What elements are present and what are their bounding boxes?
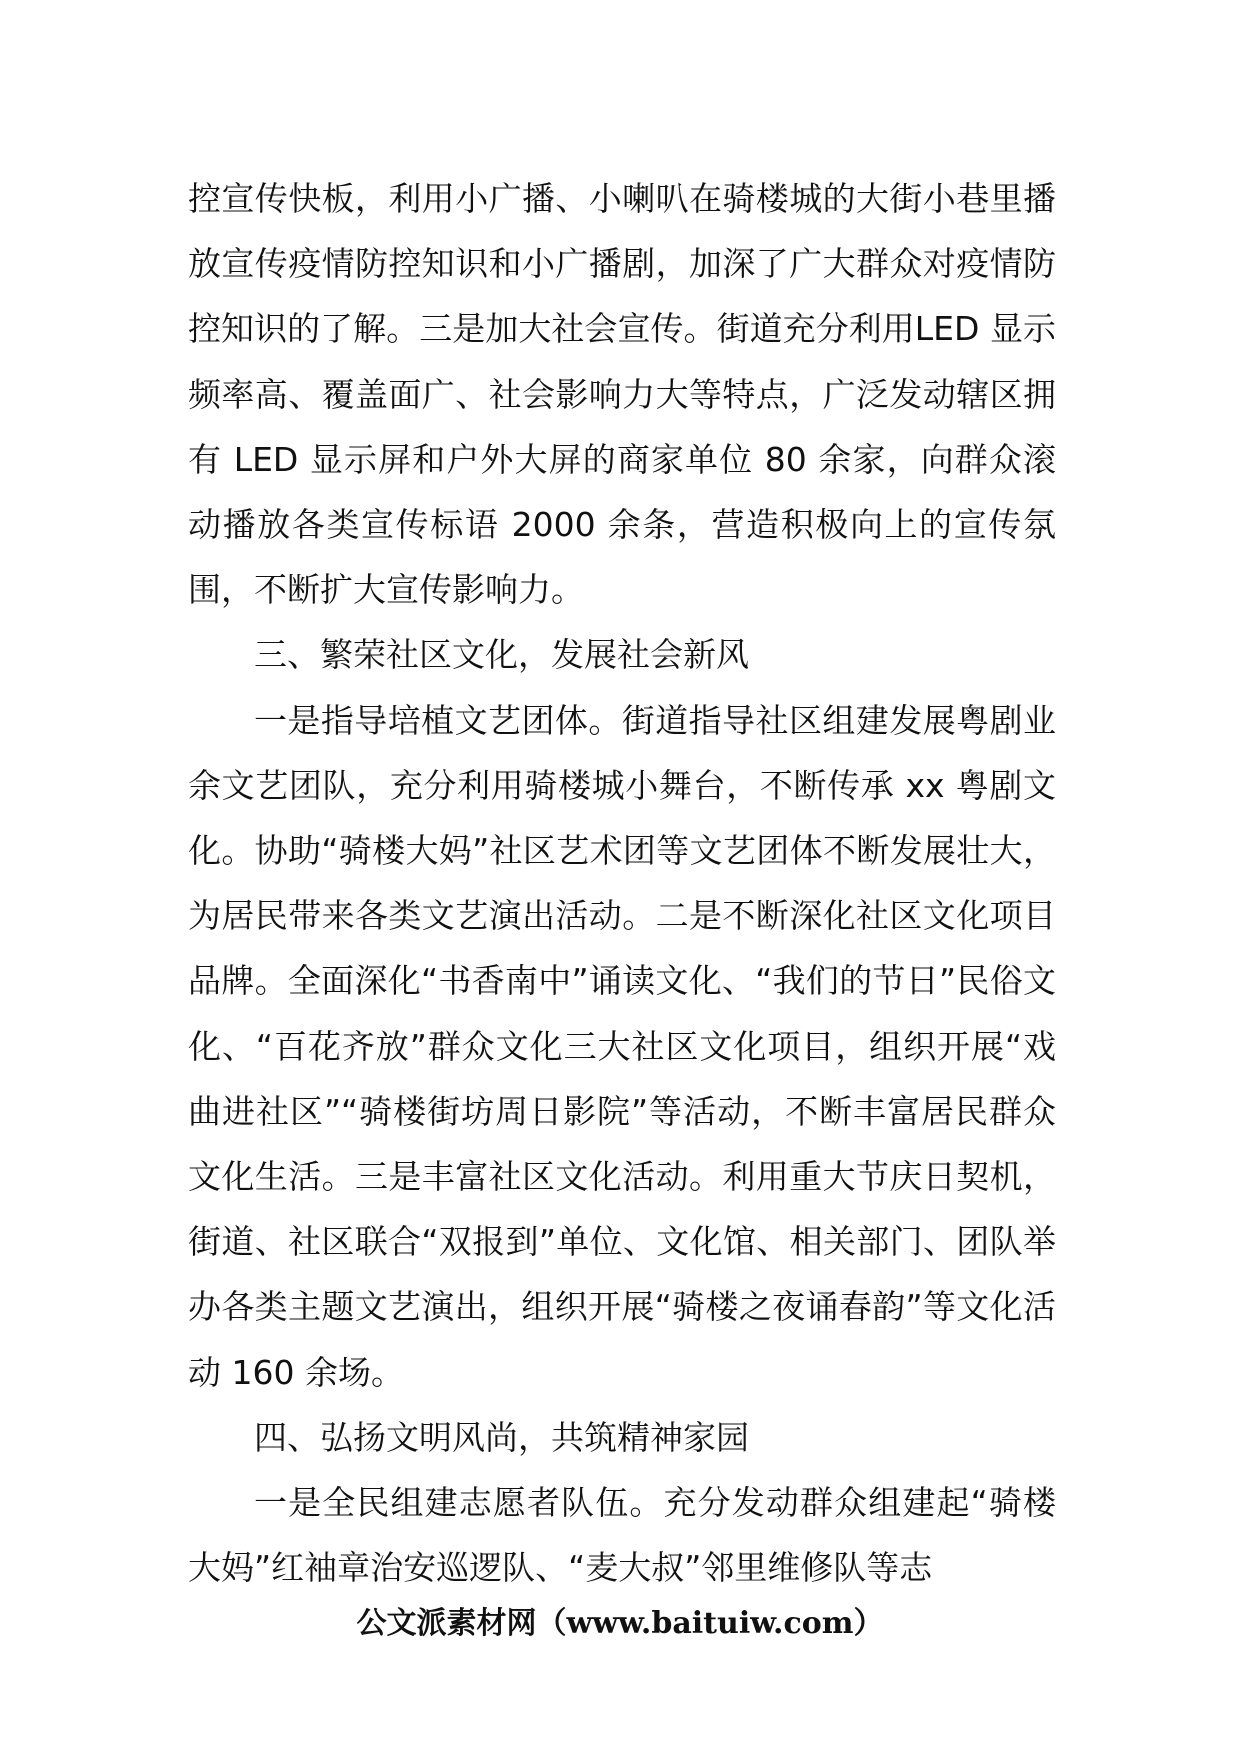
paragraph-volunteers: 一是全民组建志愿者队伍。充分发动群众组建起“骑楼大妈”红袖章治安巡逻队、“麦大叔”邻里维修队等志	[188, 1483, 1056, 1588]
footer-watermark: 公文派素材网（www.baituiw.com）	[356, 1606, 884, 1641]
paragraph-continuation: 控宣传快板，利用小广播、小喇叭在骑楼城的大街小巷里播放宣传疫情防控知识和小广播剧，加深了广大群众对疫情防控知识的了解。三是加大社会宣传。街道充分利用LED 显示频率高、覆盖面广、社会影响力大等特点，广泛发动辖区拥有 LED 显示屏和户外大屏的商家单位 80 余家，向群众滚动播放各类宣传标语 2000 余条，营造积极向上的宣传氛围，不断扩大宣传影响力。	[188, 179, 1056, 610]
document-body	[188, 166, 1056, 1600]
section-heading-3: 三、繁荣社区文化，发展社会新风	[254, 635, 749, 675]
section-heading-4: 四、弘扬文明风尚，共筑精神家园	[254, 1417, 749, 1457]
paragraph-culture: 一是指导培植文艺团体。街道指导社区组建发展粤剧业余文艺团队，充分利用骑楼城小舞台，不断传承 xx 粤剧文化。协助“骑楼大妈”社区艺术团等文艺团体不断发展壮大，为居民带来各类文艺演出活动。二是不断深化社区文化项目品牌。全面深化“书香南中”诵读文化、“我们的节日”民俗文化、“百花齐放”群众文化三大社区文化项目，组织开展“戏曲进社区”“骑楼街坊周日影院”等活动，不断丰富居民群众文化生活。三是丰富社区文化活动。利用重大节庆日契机，街道、社区联合“双报到”单位、文化馆、相关部门、团队举办各类主题文艺演出，组织开展“骑楼之夜诵春韵”等文化活动 160 余场。	[188, 700, 1056, 1392]
